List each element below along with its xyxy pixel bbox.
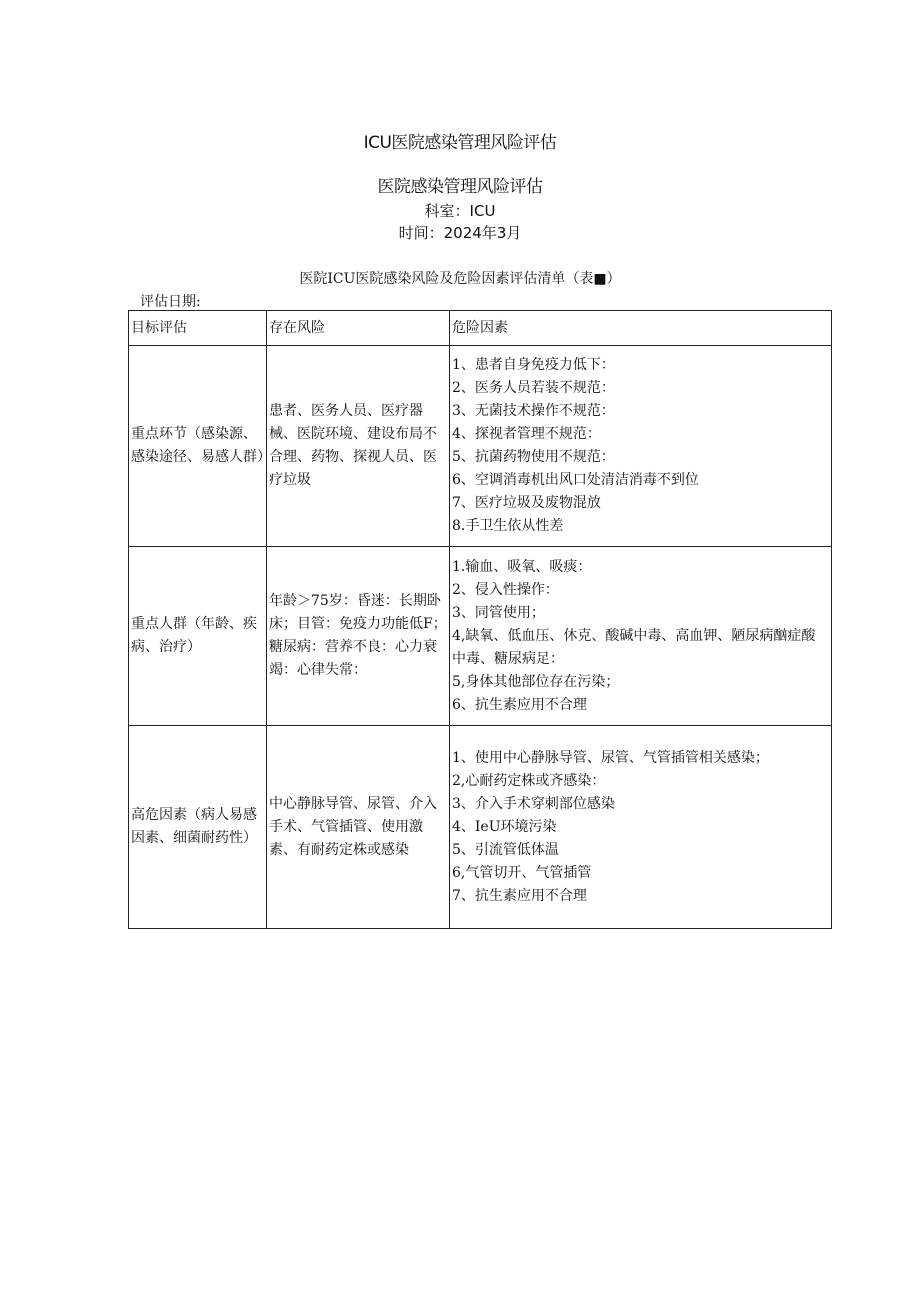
- header-risk: 存在风险: [267, 311, 450, 346]
- row-risk: 患者、医务人员、医疗器械、医院环境、建设布局不合理、药物、探视人员、医疗垃圾: [267, 346, 450, 547]
- document-subtitle: 医院感染管理风险评估: [377, 177, 543, 197]
- row-target: 高危因素（病人易感因素、细菌耐药性）: [129, 726, 267, 929]
- row-factors: [450, 346, 832, 547]
- factor-item: 5、引流管低体温: [452, 841, 559, 858]
- factor-item: 1、患者自身免疫力低下：: [452, 357, 615, 373]
- risk-table: [128, 310, 832, 929]
- row-factors: [450, 547, 832, 726]
- row-risk: 中心静脉导管、尿管、介入手术、气管插管、使用激素、有耐药定株或感染: [267, 726, 450, 929]
- factor-item: 2,心耐药定株或齐感染：: [452, 772, 606, 789]
- factor-item: 3、无菌技术操作不规范：: [452, 403, 615, 419]
- table-caption: 医院ICU医院感染风险及危险因素评估清单（表■）: [299, 271, 621, 287]
- header-target: 目标评估: [129, 311, 267, 346]
- table-row: [129, 346, 832, 547]
- factor-item: 4、探视者管理不规范：: [452, 426, 601, 442]
- table-row: [129, 547, 832, 726]
- factor-item: 8.手卫生依从性差: [452, 518, 564, 534]
- factor-item: 7、医疗垃圾及废物混放: [452, 495, 601, 511]
- row-risk: 年龄＞75岁：昏迷：长期卧床；目管：免疫力功能低F；糖尿病：营养不良：心力衰竭：心律失常：: [267, 547, 450, 726]
- factor-item: 7、抗生素应用不合理: [452, 887, 587, 904]
- factor-item: 6、空调消毒机出风口处清洁消毒不到位: [452, 472, 699, 488]
- department-line: 科室：ICU: [424, 202, 496, 220]
- document-title: ICU医院感染管理风险评估: [363, 133, 557, 153]
- row-target: 重点环节（感染源、感染途径、易感人群）: [129, 346, 267, 547]
- factor-item: 1、使用中心静脉导管、尿管、气管插管相关感染；: [452, 749, 769, 766]
- factor-item: 1.输血、吸氧、吸痰：: [452, 558, 592, 575]
- time-line: 时间：2024年3月: [398, 224, 522, 242]
- factor-item: 2、医务人员若装不规范：: [452, 380, 615, 396]
- factor-item: 3、介入手术穿刺部位感染: [452, 795, 615, 812]
- factor-item: 4,缺氧、低血压、休克、酸碱中毒、高血钾、陋尿病酗症酸中毒、糖尿病足：: [452, 627, 816, 667]
- header-factors: 危险因素: [450, 311, 832, 346]
- factor-item: 5、抗菌药物使用不规范：: [452, 449, 615, 465]
- factor-item: 4、IeU环境污染: [452, 818, 557, 835]
- table-header-row: [129, 311, 832, 346]
- row-target: 重点人群（年龄、疾病、治疗）: [129, 547, 267, 726]
- factor-item: 6、抗生素应用不合理: [452, 696, 587, 713]
- eval-date-label: 评估日期:: [140, 294, 201, 310]
- factor-item: 2、侵入性操作：: [452, 581, 559, 598]
- factor-item: 3、同管使用；: [452, 604, 545, 621]
- factor-item: 5,身体其他部位存在污染；: [452, 673, 620, 690]
- row-factors: [450, 726, 832, 929]
- factor-item: 6,气管切开、气管插管: [452, 864, 592, 881]
- table-row: [129, 726, 832, 929]
